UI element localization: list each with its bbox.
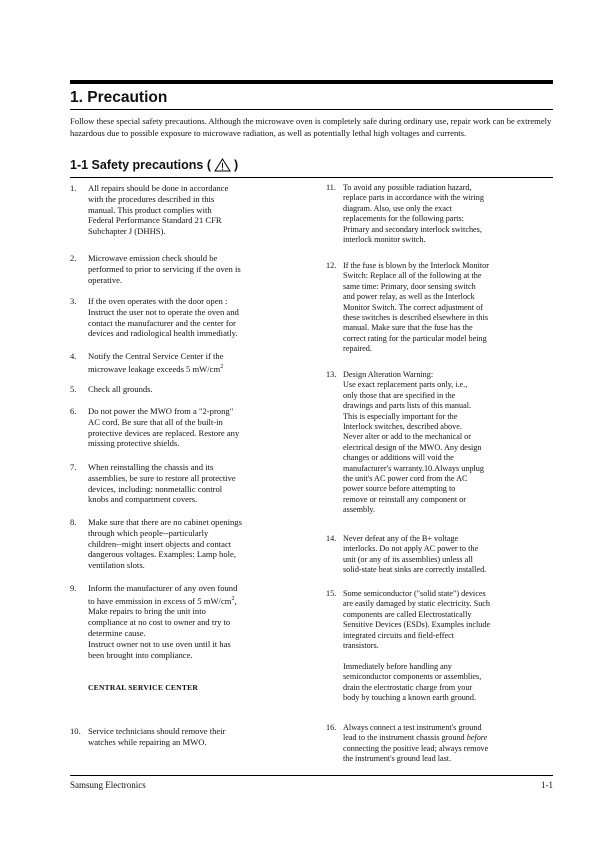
item-number: 5.	[70, 384, 77, 394]
list-item	[70, 583, 302, 660]
item-number: 11.	[326, 183, 336, 192]
section-heading-prefix: 1-1 Safety precautions (	[70, 158, 212, 172]
list-item	[326, 261, 553, 355]
section-heading	[70, 158, 238, 172]
item-number: 14.	[326, 534, 337, 543]
item-text: Service technicians should remove their watches while repairing an MWO.	[88, 726, 226, 747]
item-text: If the oven operates with the door open : Instruct the user not to operate the oven and contact the manufacturer and the center for devices and radiological health immediatly.	[88, 296, 239, 339]
item-text: Notify the Central Service Center if the microwave leakage exceeds 5 $mW/cm^2$	[88, 351, 224, 374]
section-heading-suffix: )	[234, 158, 239, 172]
list-item	[326, 589, 553, 703]
item-text: Design Alteration Warning: Use exact replacement parts only, i.e., only those that are specified in the drawings and parts lists of this manual. This is especially important for the Interlock switches, described above. Never alter or add to the mechanical or electrical design of the MWO. Any design changes or additions will void the manufacturer's warranty.10.Always unplug the unit's AC power cord from the AC power source before attempting to remove or reinstall any component or assembly.	[343, 370, 484, 515]
page-title: 1. Precaution	[70, 89, 168, 106]
item-number: 7.	[70, 462, 77, 472]
item-number: 2.	[70, 253, 77, 263]
central-service-center-label: CENTRAL SERVICE CENTER	[88, 683, 199, 692]
item-text: To avoid any possible radiation hazard, replace parts in accordance with the wiring diagram. Also, use only the exact replacements for the following parts: Primary and secondary interlock switches, interlock monitor switch.	[343, 183, 484, 245]
item-number: 3.	[70, 296, 77, 306]
item-text: Some semiconductor ("solid state") devices are easily damaged by static electricity. Such components are called Electrostatically Sensitive Devices (ESDs). Examples include integrated circuits and field-effect transistors. Immediately before handling any semiconductor components or assemblies, drain the electrostatic charge from your body by touching a known earth ground.	[343, 589, 491, 703]
item-number: 12.	[326, 261, 337, 270]
item-text: Never defeat any of the B+ voltage interlocks. Do not apply AC power to the unit (or any of its assemblies) unless all solid-state heat sinks are correctly installed.	[343, 534, 487, 575]
page-number: 1-1	[541, 780, 553, 790]
item-number: 9.	[70, 583, 77, 593]
item-number: 8.	[70, 517, 77, 527]
warning-triangle-icon	[214, 158, 231, 172]
item-number: 10.	[70, 726, 81, 736]
item-number: 6.	[70, 406, 77, 416]
list-item	[70, 726, 302, 748]
item-text: When reinstalling the chassis and its assemblies, be sure to restore all protective devices, including: nonmetallic control knobs and compartment covers.	[88, 462, 236, 505]
list-item	[70, 406, 302, 449]
title-rule	[70, 109, 553, 110]
list-item	[70, 351, 302, 374]
item-number: 1.	[70, 183, 77, 193]
item-text: Always connect a test instrument's ground lead to the instrument chassis ground before connecting the positive lead; always remove the instrument's ground lead last.	[343, 723, 489, 764]
list-item	[326, 723, 553, 765]
list-item	[70, 183, 302, 237]
item-text: Microwave emission check should be performed to prior to servicing if the oven is operative.	[88, 253, 241, 285]
list-item	[326, 534, 553, 576]
list-item	[70, 253, 302, 285]
item-number: 13.	[326, 370, 337, 379]
list-item	[70, 517, 302, 571]
top-rule	[70, 80, 553, 84]
list-item	[70, 384, 302, 395]
item-text: Check all grounds.	[88, 384, 153, 394]
list-item	[70, 296, 302, 339]
list-item	[326, 370, 553, 516]
footer-rule	[70, 775, 553, 776]
footer-company: Samsung Electronics	[70, 780, 146, 790]
item-text: Do not power the MWO from a "2-prong" AC cord. Be sure that all of the built-in protective devices are replaced. Restore any missing protective shields.	[88, 406, 240, 449]
item-text: If the fuse is blown by the Interlock Monitor Switch: Replace all of the following at the same time: Primary, door sensing switch and power relay, as well as the Interlock Monitor Switch. The correct adjustment of these switches is described elsewhere in this manual. Make sure that the fuse has the correct rating for the particular model being repaired.	[343, 261, 489, 354]
item-number: 15.	[326, 589, 337, 598]
item-text: Make sure that there are no cabinet openings through which people--particularly children--might insert objects and contact dangerous voltages. Examples: Lamp hole, ventilation slots.	[88, 517, 242, 571]
list-item	[326, 183, 553, 245]
item-number: 4.	[70, 351, 77, 361]
item-number: 16.	[326, 723, 337, 732]
list-item	[70, 462, 302, 505]
item-text: Inform the manufacturer of any oven found to have emmission in excess of 5 $mW/cm^2$, Make repairs to bring the unit into compliance at no cost to owner and try to determine cause. Instruct owner not to use oven until it has been brought into compliance.	[88, 583, 238, 660]
intro-paragraph: Follow these special safety precautions. Although the microwave oven is completely safe during ordinary use, repair work can be extremely hazardous due to possible exposure to microwave radiation, as well as potentially lethal high voltages and currents.	[70, 116, 552, 139]
item-text: All repairs should be done in accordance with the procedures described in this manual. This product complies with Federal Performance Standard 21 CFR Subchapter J (DHHS).	[88, 183, 229, 237]
section-rule	[70, 177, 553, 178]
